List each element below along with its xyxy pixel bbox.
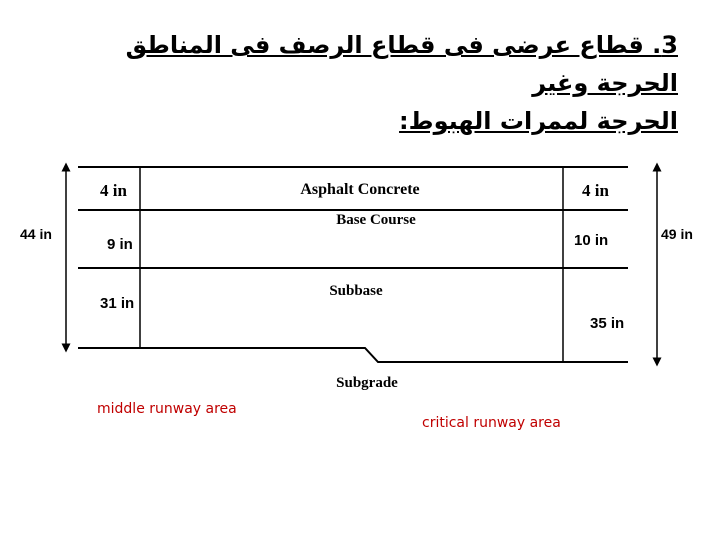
left-subbase-thickness: 31 in	[100, 295, 135, 312]
asphalt-layer-label: Asphalt Concrete	[300, 181, 420, 198]
critical-runway-caption: critical runway area	[422, 415, 561, 431]
title-line-2: الحرجة لممرات الهبوط:	[399, 107, 678, 135]
left-asphalt-thickness: 4 in	[100, 181, 127, 200]
subbase-layer-label: Subbase	[329, 283, 383, 299]
middle-runway-caption: middle runway area	[97, 401, 237, 417]
base-layer-label: Base Course	[336, 212, 416, 228]
right-subbase-thickness: 35 in	[590, 315, 625, 332]
title-line-1: 3. قطاع عرضى فى قطاع الرصف فى المناطق الحرجة وغير	[125, 31, 678, 97]
left-base-thickness: 9 in	[107, 236, 133, 253]
right-total-thickness: 49 in	[661, 226, 693, 242]
subgrade-layer-label: Subgrade	[336, 375, 398, 391]
subgrade-line	[78, 348, 628, 362]
right-base-thickness: 10 in	[574, 232, 609, 249]
right-asphalt-thickness: 4 in	[582, 181, 609, 200]
left-total-thickness: 44 in	[20, 226, 52, 242]
